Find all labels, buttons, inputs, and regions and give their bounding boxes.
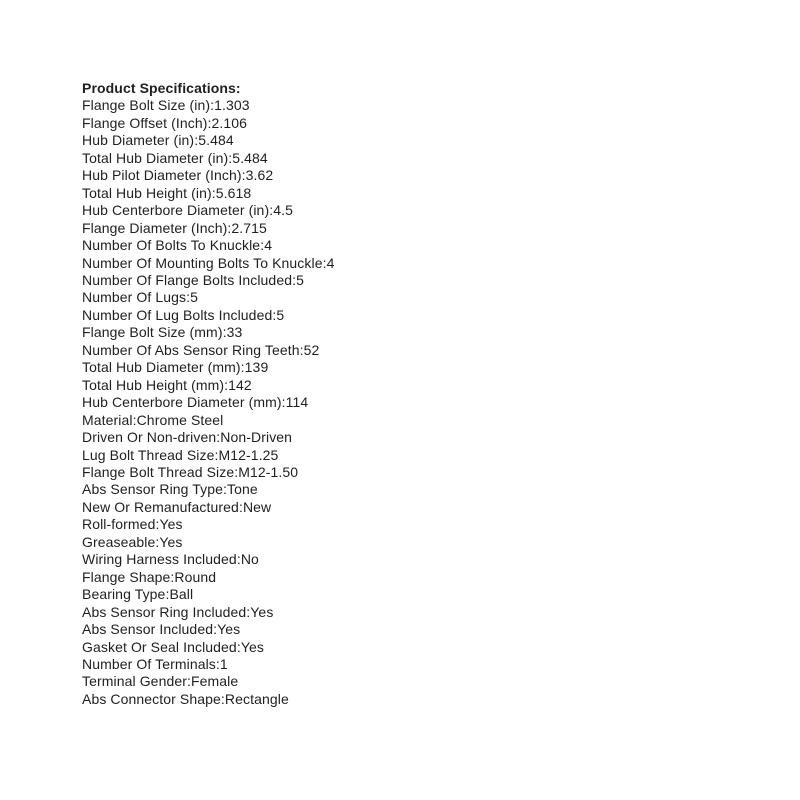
spec-row xyxy=(82,604,334,621)
spec-separator: : xyxy=(220,690,225,707)
spec-value: Non-Driven xyxy=(220,429,293,446)
spec-label: Hub Centerbore Diameter (mm) xyxy=(82,394,282,411)
spec-row xyxy=(82,307,334,324)
spec-separator: : xyxy=(236,638,241,655)
spec-value: 33 xyxy=(226,324,243,341)
spec-separator: : xyxy=(194,132,199,149)
spec-label: Total Hub Diameter (in) xyxy=(82,149,229,166)
spec-separator: : xyxy=(170,568,175,585)
spec-value: Ball xyxy=(169,586,194,603)
spec-label: Total Hub Height (mm) xyxy=(82,376,225,393)
spec-value: 5.618 xyxy=(215,184,252,201)
spec-value: 4.5 xyxy=(273,202,293,219)
spec-label: New Or Remanufactured xyxy=(82,498,239,515)
spec-row xyxy=(82,412,334,429)
spec-row xyxy=(82,255,334,272)
spec-separator: : xyxy=(187,673,191,690)
spec-value: M12-1.50 xyxy=(238,463,299,480)
spec-value: 5.484 xyxy=(232,149,268,166)
spec-separator: : xyxy=(224,376,229,393)
spec-separator: : xyxy=(213,621,218,638)
spec-label: Flange Bolt Size (in) xyxy=(82,97,211,114)
spec-row xyxy=(82,673,334,690)
spec-value: 139 xyxy=(244,359,269,376)
spec-row xyxy=(82,185,334,202)
spec-value: Yes xyxy=(250,603,274,620)
spec-value: Female xyxy=(191,673,239,690)
spec-value: 1.303 xyxy=(214,97,250,114)
spec-separator: : xyxy=(165,586,170,603)
spec-value: Yes xyxy=(240,638,264,655)
spec-label: Number Of Lugs xyxy=(82,289,187,306)
spec-row xyxy=(82,377,334,394)
spec-separator: : xyxy=(241,167,246,184)
spec-separator: : xyxy=(211,184,216,201)
spec-label: Number Of Mounting Bolts To Knuckle xyxy=(82,254,323,271)
spec-label: Driven Or Non-driven xyxy=(82,429,217,446)
spec-label: Hub Pilot Diameter (Inch) xyxy=(82,167,242,184)
spec-label: Number Of Lug Bolts Included xyxy=(82,306,273,323)
spec-value: 114 xyxy=(285,394,309,411)
spec-list xyxy=(82,97,334,708)
spec-row xyxy=(82,551,334,568)
spec-separator: : xyxy=(155,516,160,533)
spec-separator: : xyxy=(292,271,297,288)
spec-value: Yes xyxy=(217,621,241,638)
spec-value: M12-1.25 xyxy=(218,446,279,463)
spec-value: Rectangle xyxy=(224,690,289,707)
spec-row xyxy=(82,516,334,533)
spec-separator: : xyxy=(227,219,232,236)
spec-row xyxy=(82,359,334,376)
spec-row xyxy=(82,621,334,638)
spec-separator: : xyxy=(214,446,219,463)
spec-separator: : xyxy=(260,237,265,254)
spec-row xyxy=(82,656,334,673)
spec-row xyxy=(82,202,334,219)
spec-row xyxy=(82,639,334,656)
spec-label: Number Of Bolts To Knuckle xyxy=(82,237,261,254)
spec-row xyxy=(82,447,334,464)
spec-value: 1 xyxy=(219,655,228,672)
spec-label: Gasket Or Seal Included xyxy=(82,638,237,655)
spec-row xyxy=(82,167,334,184)
spec-row xyxy=(82,534,334,551)
spec-title: Product Specifications: xyxy=(82,80,241,96)
spec-label: Number Of Flange Bolts Included xyxy=(82,271,293,288)
spec-label: Flange Bolt Thread Size xyxy=(82,463,235,480)
spec-separator: : xyxy=(210,97,215,114)
spec-separator: : xyxy=(155,533,160,550)
spec-row xyxy=(82,132,334,149)
spec-separator: : xyxy=(281,394,286,411)
spec-label: Abs Sensor Ring Included xyxy=(82,603,247,620)
spec-row xyxy=(82,237,334,254)
spec-separator: : xyxy=(322,254,327,271)
spec-label: Material xyxy=(82,411,133,428)
spec-row xyxy=(82,289,334,306)
spec-label: Abs Sensor Ring Type xyxy=(82,481,224,498)
spec-row xyxy=(82,499,334,516)
spec-row xyxy=(82,429,334,446)
spec-label: Flange Shape xyxy=(82,568,171,585)
spec-separator: : xyxy=(269,202,274,219)
spec-row xyxy=(82,272,334,289)
spec-label: Flange Diameter (Inch) xyxy=(82,219,228,236)
spec-row xyxy=(82,220,334,237)
spec-label: Abs Sensor Included xyxy=(82,621,214,638)
spec-value: 5 xyxy=(296,271,304,288)
spec-separator: : xyxy=(222,324,227,341)
spec-separator: : xyxy=(228,149,233,166)
spec-value: Round xyxy=(174,568,217,585)
spec-label: Abs Connector Shape xyxy=(82,690,221,707)
spec-value: Yes xyxy=(159,516,183,533)
spec-label: Greaseable xyxy=(82,533,156,550)
spec-row xyxy=(82,115,334,132)
spec-value: 2.715 xyxy=(231,219,267,236)
spec-value: 2.106 xyxy=(211,114,248,131)
spec-separator: : xyxy=(236,551,241,568)
spec-value: 142 xyxy=(228,376,252,393)
spec-row xyxy=(82,394,334,411)
spec-value: Tone xyxy=(227,481,258,498)
spec-separator: : xyxy=(246,603,251,620)
spec-label: Flange Bolt Size (mm) xyxy=(82,324,223,341)
spec-separator: : xyxy=(207,114,212,131)
spec-value: 5 xyxy=(190,289,199,306)
spec-row xyxy=(82,324,334,341)
spec-separator: : xyxy=(223,481,228,498)
spec-label: Number Of Abs Sensor Ring Teeth xyxy=(82,341,300,358)
spec-row xyxy=(82,342,334,359)
spec-value: New xyxy=(242,498,272,515)
spec-row xyxy=(82,464,334,481)
spec-value: No xyxy=(240,551,259,568)
spec-row xyxy=(82,691,334,708)
spec-value: 4 xyxy=(326,254,335,271)
spec-row xyxy=(82,569,334,586)
spec-value: 3.62 xyxy=(245,167,274,184)
spec-block xyxy=(82,80,334,708)
spec-value: 4 xyxy=(264,237,273,254)
spec-label: Number Of Terminals xyxy=(82,655,216,672)
spec-label: Wiring Harness Included xyxy=(82,551,237,568)
spec-row xyxy=(82,150,334,167)
spec-row xyxy=(82,481,334,498)
spec-value: 5 xyxy=(276,306,285,323)
spec-value: 52 xyxy=(303,341,320,358)
spec-label: Total Hub Diameter (mm) xyxy=(82,359,241,376)
spec-separator: : xyxy=(132,411,137,428)
spec-row xyxy=(82,97,334,114)
spec-label: Roll-formed xyxy=(82,516,156,533)
spec-separator: : xyxy=(186,289,191,306)
spec-value: Chrome Steel xyxy=(136,411,224,428)
spec-label: Flange Offset (Inch) xyxy=(82,114,208,131)
spec-separator: : xyxy=(272,306,277,323)
spec-separator: : xyxy=(215,655,220,672)
spec-label: Bearing Type xyxy=(82,586,166,603)
spec-separator: : xyxy=(240,359,245,376)
spec-separator: : xyxy=(299,341,304,358)
spec-label: Terminal Gender xyxy=(82,673,187,690)
spec-value: Yes xyxy=(159,533,183,550)
spec-row xyxy=(82,586,334,603)
spec-label: Lug Bolt Thread Size xyxy=(82,446,215,463)
spec-separator: : xyxy=(234,463,239,480)
spec-separator: : xyxy=(238,498,243,515)
spec-label: Total Hub Height (in) xyxy=(82,184,212,201)
spec-label: Hub Centerbore Diameter (in) xyxy=(82,202,270,219)
spec-label: Hub Diameter (in) xyxy=(82,132,195,149)
spec-separator: : xyxy=(216,429,221,446)
spec-value: 5.484 xyxy=(198,132,234,149)
